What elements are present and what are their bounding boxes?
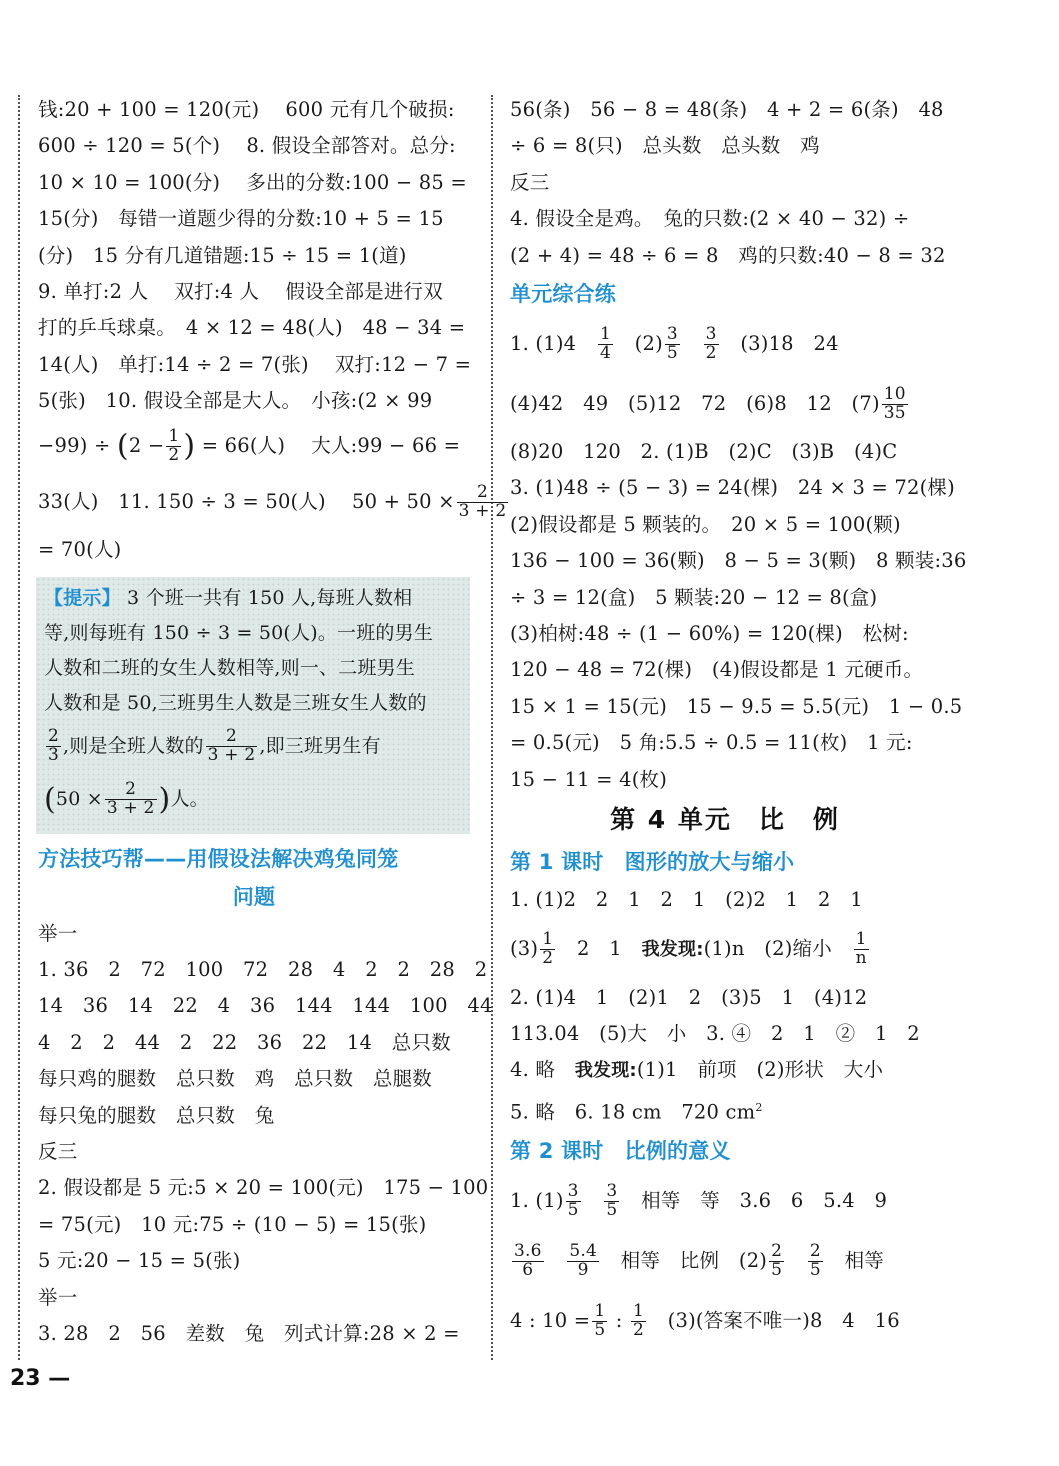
fraction: $\frac{2}{3 + 2}$ — [207, 726, 256, 766]
hint-line: 人数和是 50,三班男生人数是三班女生人数的 — [44, 691, 427, 714]
text-line: 600 ÷ 120 = 5(个) 8. 假设全部答对。总分: — [38, 134, 456, 158]
text-line: (2 + 4) = 48 ÷ 6 = 8 鸡的只数:40 − 8 = 32 — [510, 243, 946, 267]
hint-label: 【提示】 — [44, 586, 121, 609]
fraction: $\frac{3}{5}$ — [666, 324, 678, 364]
text-line: 反三 — [510, 170, 550, 194]
fraction: $\frac{2}{3}$ — [48, 726, 60, 766]
hint-box: 【提示】 3 个班一共有 150 人,每班人数相 等,则每班有 150 ÷ 3 = 50(人)。一班的男生 人数和二班的女生人数相等,则一、二班男生 人数和是 50,三班男生人数是三班女生人数的 $\frac{2}{3}$ ,则是全班人数的 $\frac{2}{3 + 2}$ ,即三班男生有 (50 × $\frac{2}{3 + 2}$ )人。 — [36, 577, 470, 834]
text-line: 9. 单打:2 人 双打:4 人 假设全部是进行双 — [38, 280, 443, 304]
text-line-fraction: $\frac{3.6}{6}$ $\frac{5.4}{9}$ 相等 比例 (2) $\frac{2}{5}$ $\frac{2}{5}$ 相等 — [514, 1240, 884, 1280]
text-line: 14 36 14 22 4 36 144 144 100 44 — [38, 994, 493, 1018]
section-heading: 方法技巧帮——用假设法解决鸡兔同笼 — [38, 846, 399, 871]
page-number: 23 — — [10, 1366, 71, 1391]
text-line-fraction: 4 : 10 = $\frac{1}{5}$ : $\frac{1}{2}$ (3)(答案不唯一)8 4 16 — [510, 1300, 900, 1340]
text-line: 136 − 100 = 36(颗) 8 − 5 = 3(颗) 8 颗装:36 — [510, 549, 967, 573]
text-line: (8)20 120 2. (1)B (2)C (3)B (4)C — [510, 440, 898, 464]
text-line: 5. 略 6. 18 cm 720 $cm^2$ — [510, 1100, 763, 1124]
fraction: $\frac{5.4}{9}$ — [569, 1240, 597, 1280]
text-line: 3. 28 2 56 差数 兔 列式计算:28 × 2 = — [38, 1322, 460, 1346]
text-line: 举一 — [38, 1285, 78, 1309]
text-line: 每只鸡的腿数 总只数 鸡 总只数 总腿数 — [38, 1067, 433, 1091]
text-line: 15 × 1 = 15(元) 15 − 9.5 = 5.5(元) 1 − 0.5 — [510, 694, 963, 718]
fraction: $\frac{1}{4}$ — [599, 324, 611, 364]
text-line: 1. 36 2 72 100 72 28 4 2 2 28 2 — [38, 957, 488, 981]
text-line-fraction: (3) $\frac{1}{2}$ 2 1 我发现:(1)n (2)缩小 $\frac{1}{n}$ — [510, 928, 867, 968]
text-line: 每只兔的腿数 总只数 兔 — [38, 1103, 275, 1127]
text-line: 5 元:20 − 15 = 5(张) — [38, 1249, 241, 1273]
text-line: 1. (1)2 2 1 2 1 (2)2 1 2 1 — [510, 888, 863, 912]
text-line: = 0.5(元) 5 角:5.5 ÷ 0.5 = 11(枚) 1 元: — [510, 731, 913, 755]
text-line: 2. (1)4 1 (2)1 2 (3)5 1 (4)12 — [510, 985, 868, 1009]
text-line: 钱:20 + 100 = 120(元) 600 元有几个破损: — [38, 98, 455, 121]
text-line: 56(条) 56 − 8 = 48(条) 4 + 2 = 6(条) 48 — [510, 98, 944, 121]
right-column — [510, 92, 967, 1351]
text-line-fraction: 33(人) 11. 150 ÷ 3 = 50(人) 50 + 50 × $\frac{2}{3 + 2}$ — [38, 482, 507, 522]
fraction: $\frac{3}{2}$ — [705, 324, 717, 364]
section-heading: 单元综合练 — [510, 282, 616, 307]
column-divider-middle — [491, 95, 493, 1360]
text-line: 举一 — [38, 921, 78, 945]
text-line: 4. 假设全是鸡。 兔的只数:(2 × 40 − 32) ÷ — [510, 207, 910, 231]
fraction: $\frac{1}{2}$ — [632, 1300, 644, 1340]
text-line: 打的乒乓球桌。 4 × 12 = 48(人) 48 − 34 = — [38, 316, 466, 340]
hint-line: 人数和二班的女生人数相等,则一、二班男生 — [44, 656, 416, 679]
lesson-heading: 第 2 课时 比例的意义 — [510, 1138, 731, 1163]
text-line: 15 − 11 = 4(枚) — [510, 767, 668, 791]
text-line: (3)柏树:48 ÷ (1 − 60%) = 120(棵) 松树: — [510, 622, 909, 646]
fraction: $\frac{1}{2}$ — [542, 928, 554, 968]
unit-title: 第 4 单元 比 例 — [610, 805, 840, 835]
text-line: = 70(人) — [38, 538, 122, 562]
hint-line: 等,则每班有 150 ÷ 3 = 50(人)。一班的男生 — [44, 621, 434, 644]
left-column — [38, 92, 507, 1352]
fraction: $\frac{10}{35}$ — [883, 384, 906, 424]
text-line-fraction: −99) ÷ (2 − $\frac{1}{2}$ ) = 66(人) 大人:99 − 66 = — [38, 425, 461, 465]
text-line: 3. (1)48 ÷ (5 − 3) = 24(棵) 24 × 3 = 72(棵) — [510, 476, 955, 500]
text-line: 113.04 (5)大 小 3. ④ 2 1 ② 1 2 — [510, 1021, 920, 1045]
fraction: $\frac{3}{5}$ — [567, 1180, 579, 1220]
column-divider-left — [18, 95, 20, 1360]
hint-line-fraction: (50 × $\frac{2}{3 + 2}$ )人。 — [44, 779, 209, 819]
text-line-fraction: (4)42 49 (5)12 72 (6)8 12 (7) $\frac{10}{35}$ — [510, 384, 906, 424]
text-line: (分) 15 分有几道错题:15 ÷ 15 = 1(道) — [38, 243, 407, 267]
fraction: $\frac{2}{3 + 2}$ — [458, 482, 507, 522]
text-line: ÷ 6 = 8(只) 总头数 总头数 鸡 — [510, 134, 820, 158]
text-line: 反三 — [38, 1140, 78, 1163]
text-line: ÷ 3 = 12(盒) 5 颗装:20 − 12 = 8(盒) — [510, 585, 878, 609]
text-line: 120 − 48 = 72(棵) (4)假设都是 1 元硬币。 — [510, 658, 924, 682]
section-heading-cont: 问题 — [232, 884, 276, 909]
text-line: 5(张) 10. 假设全部是大人。 小孩:(2 × 99 — [38, 389, 433, 413]
text-line: 10 × 10 = 100(分) 多出的分数:100 − 85 = — [38, 170, 467, 194]
fraction: $\frac{2}{5}$ — [809, 1240, 821, 1280]
lesson-heading: 第 1 课时 图形的放大与缩小 — [510, 850, 795, 875]
text-line-fraction: 1. (1) $\frac{3}{5}$ $\frac{3}{5}$ 相等 等 3.6 6 5.4 9 — [510, 1180, 888, 1220]
fraction: $\frac{1}{n}$ — [855, 928, 867, 968]
fraction: $\frac{3}{5}$ — [606, 1180, 618, 1220]
fraction: $\frac{2}{3 + 2}$ — [106, 779, 155, 819]
text-line: = 75(元) 10 元:75 ÷ (10 − 5) = 15(张) — [38, 1212, 427, 1236]
text-line: (2)假设都是 5 颗装的。 20 × 5 = 100(颗) — [510, 512, 901, 536]
fraction: $\frac{1}{5}$ — [594, 1300, 606, 1340]
text-line: 14(人) 单打:14 ÷ 2 = 7(张) 双打:12 − 7 = — [38, 352, 472, 376]
fraction: $\frac{3.6}{6}$ — [514, 1240, 542, 1280]
text-line-fraction: 1. (1)4 $\frac{1}{4}$ (2) $\frac{3}{5}$ $\frac{3}{2}$ (3)18 24 — [510, 324, 839, 364]
text-line: 15(分) 每错一道题少得的分数:10 + 5 = 15 — [38, 207, 444, 231]
fraction: $\frac{1}{2}$ — [168, 425, 180, 465]
hint-line-fraction: $\frac{2}{3}$ ,则是全班人数的 $\frac{2}{3 + 2}$ ,即三班男生有 — [48, 726, 381, 766]
text-line: 2. 假设都是 5 元:5 × 20 = 100(元) 175 − 100 — [38, 1176, 489, 1200]
fraction: $\frac{2}{5}$ — [771, 1240, 783, 1280]
text-line: 4. 略 我发现:(1)1 前项 (2)形状 大小 — [510, 1058, 884, 1082]
text-line: 4 2 2 44 2 22 36 22 14 总只数 — [38, 1030, 451, 1054]
